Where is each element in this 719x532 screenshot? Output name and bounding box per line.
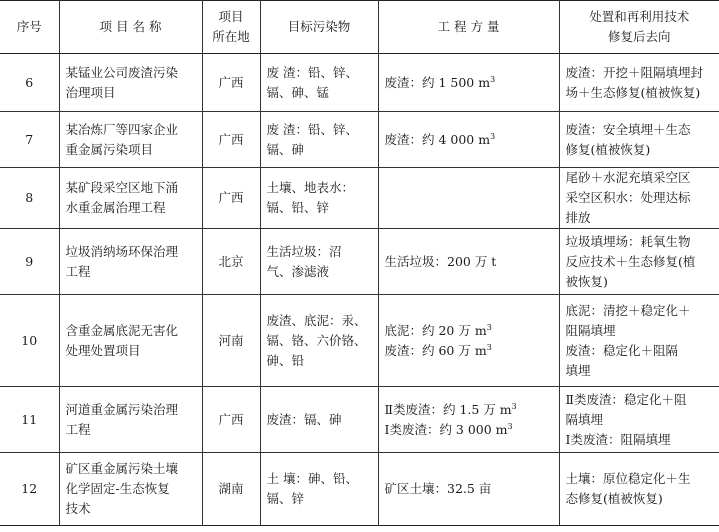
disposal-line: 反应技术＋生态修复(植 [565,253,696,269]
disposal-line: 填埋 [565,362,591,378]
disposal-technique [559,112,719,168]
header-location-line2: 所在地 [212,29,250,44]
disposal-line: 修复(植被恢复) [565,141,651,157]
project-name-line: 处理处置项目 [65,342,141,358]
header-location-line1: 项目 [218,9,244,24]
project-name [59,229,202,295]
project-name-line: 工程 [65,263,91,279]
project-location: 湖南 [202,453,260,526]
pollutant-line: 废渣、底泥：汞、 [266,312,367,328]
disposal-line: 废渣：稳定化＋阻隔 [565,342,679,358]
project-name-line: 某冶炼厂等四家企业 [65,121,179,137]
disposal-technique [559,453,719,526]
quantity-text: 矿区土壤：32.5 亩 [384,481,492,496]
project-name-line: 工程 [65,421,91,437]
engineering-quantity [378,387,559,453]
engineering-quantity [378,295,559,387]
unit-exponent: 3 [490,131,496,141]
table-row [0,387,719,453]
disposal-line: 土壤：原位稳定化＋生 [565,471,691,486]
disposal-technique [559,168,719,229]
project-name-line: 技术 [65,501,91,516]
engineering-quantity [378,453,559,526]
pollutant-line: 镉、铅、锌 [266,200,330,215]
quantity-text: Ⅱ类废渣：约 1.5 万 m [384,401,512,417]
disposal-line: Ⅱ类废渣：稳定化＋阻 [565,391,687,407]
project-name [59,387,202,453]
disposal-line: 废渣：开挖＋阻隔填埋封 [565,64,704,80]
quantity-line [385,479,553,499]
project-name [59,54,202,112]
disposal-line: Ⅰ类废渣：阻隔填埋 [565,431,671,447]
table-body [0,54,719,526]
disposal-line: 场＋生态修复(植被恢复) [565,84,701,100]
disposal-line: 采空区积水：处理达标 [565,190,691,205]
disposal-line: 阻隔填埋 [565,322,616,338]
quantity-text: 废渣：约 1 500 m [384,74,491,90]
row-number: 6 [0,54,59,112]
quantity-line [385,420,553,440]
row-number: 12 [0,453,59,526]
table-header [0,1,719,54]
project-name-line: 治理项目 [65,84,116,100]
pollutant-line: 镉、砷 [266,141,305,157]
project-location: 北京 [202,229,260,295]
pollutant-line: 土 壤：砷、铅、 [266,471,358,486]
disposal-line: 排放 [565,210,591,225]
pollutant-line: 气、渗滤液 [266,263,330,279]
project-name [59,295,202,387]
table-row [0,112,719,168]
project-name [59,453,202,526]
project-location: 河南 [202,295,260,387]
quantity-text: 生活垃圾：200 万 t [384,253,497,269]
target-pollutants [260,295,378,387]
disposal-technique [559,229,719,295]
target-pollutants [260,453,378,526]
engineering-quantity [378,54,559,112]
unit-exponent: 3 [486,342,492,352]
pollutant-line: 镉、铬、六价铬、 [266,332,367,348]
pollutant-line: 土壤、地表水： [266,180,355,195]
row-number: 11 [0,387,59,453]
project-location: 广西 [202,168,260,229]
header-disposal [559,1,719,54]
disposal-technique [559,54,719,112]
quantity-text: Ⅰ类废渣：约 3 000 m [384,421,508,437]
pollutant-line: 砷、铅 [266,352,305,368]
disposal-line: 垃圾填埋场：耗氧生物 [565,233,691,249]
project-name-line: 矿区重金属污染土壤 [65,461,179,476]
project-name-line: 河道重金属污染治理 [65,401,179,417]
disposal-technique [559,387,719,453]
target-pollutants [260,229,378,295]
table-row [0,54,719,112]
project-name [59,112,202,168]
unit-exponent: 3 [507,421,513,431]
unit-exponent: 3 [486,322,492,332]
header-disposal-line1: 处置和再利用技术 [589,9,690,24]
quantity-line [385,400,553,420]
project-name-line: 含重金属底泥无害化 [65,322,179,338]
disposal-line: 隔填埋 [565,411,604,427]
quantity-text: 底泥：约 20 万 m [384,322,487,338]
project-name-line: 垃圾消纳场环保治理 [65,243,179,259]
pollutant-line: 镉、砷、锰 [266,84,330,100]
header-name: 项 目 名 称 [59,1,202,54]
engineering-quantity [378,168,559,229]
table-row [0,168,719,229]
header-row [0,1,719,54]
header-pollutants: 目标污染物 [260,1,378,54]
quantity-line [385,252,553,272]
disposal-line: 被恢复) [565,273,608,289]
table-row [0,453,719,526]
disposal-line: 废渣：安全填埋＋生态 [565,121,691,137]
quantity-line [385,341,553,361]
quantity-line [385,321,553,341]
pollutant-line: 废 渣：铅、锌、 [266,64,358,80]
header-quantity: 工 程 方 量 [378,1,559,54]
engineering-quantity [378,112,559,168]
header-disposal-line2: 修复后去向 [607,29,671,44]
unit-exponent: 3 [511,401,517,411]
row-number: 7 [0,112,59,168]
quantity-text: 废渣：约 4 000 m [384,131,491,147]
project-location: 广西 [202,387,260,453]
target-pollutants [260,54,378,112]
target-pollutants [260,112,378,168]
project-name-line: 某矿段采空区地下涌 [65,180,179,195]
target-pollutants [260,168,378,229]
project-location: 广西 [202,112,260,168]
row-number: 9 [0,229,59,295]
unit-exponent: 3 [490,74,496,84]
row-number: 10 [0,295,59,387]
table-row [0,295,719,387]
target-pollutants [260,387,378,453]
quantity-line [385,73,553,93]
header-location [202,1,260,54]
disposal-line: 态修复(植被恢复) [565,491,663,506]
table-row [0,229,719,295]
quantity-text: 废渣：约 60 万 m [384,342,487,358]
disposal-line: 底泥：清挖＋稳定化＋ [565,302,691,318]
disposal-line: 尾砂＋水泥充填采空区 [565,170,691,185]
quantity-line [385,130,553,150]
project-name-line: 某锰业公司废渣污染 [65,64,179,80]
pollutant-line: 生活垃圾：沼 [266,243,342,259]
project-name [59,168,202,229]
project-location: 广西 [202,54,260,112]
pollutant-line: 镉、锌 [266,491,305,506]
pollutant-line: 废渣：镉、砷 [266,411,342,427]
project-name-line: 重金属污染项目 [65,141,154,157]
pollutant-line: 废 渣：铅、锌、 [266,121,358,137]
disposal-technique [559,295,719,387]
engineering-quantity [378,229,559,295]
project-name-line: 化学固定-生态恢复 [65,481,170,496]
row-number: 8 [0,168,59,229]
header-num: 序号 [0,1,59,54]
project-name-line: 水重金属治理工程 [65,200,166,215]
